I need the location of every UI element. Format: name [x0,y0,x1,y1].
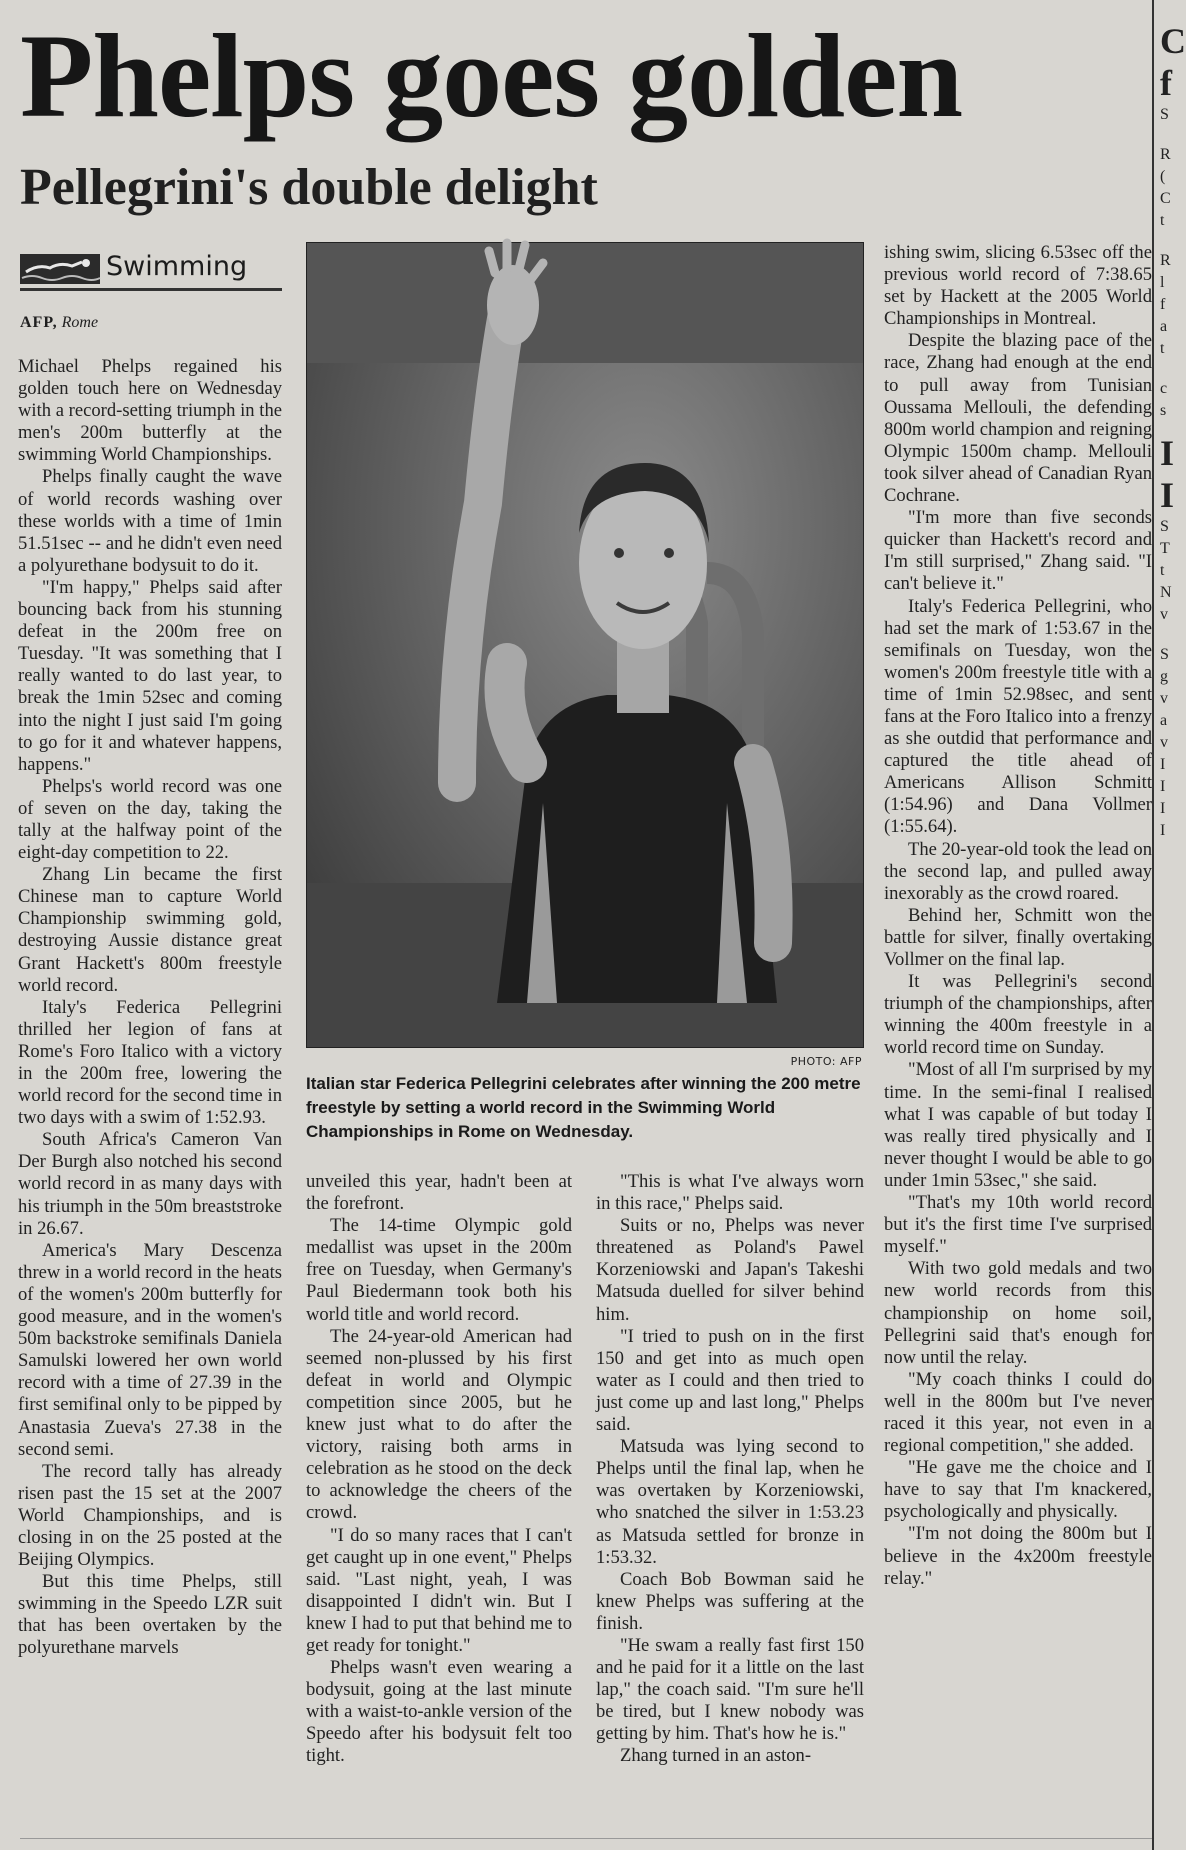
paragraph: "That's my 10th world record but it's the first time I've surprised myself." [884,1192,1152,1258]
column-divider-rule [1152,0,1154,1850]
section-label: Swimming [106,251,248,282]
edge-letter: v [1160,606,1168,623]
edge-letter: v [1160,690,1168,707]
paragraph: Despite the blazing pace of the race, Zhang had enough at the end to pull away from Tunisian Oussama Mellouli, the defending 800m world champion and reigning Olympic 1500m champ. Mellouli took silver ahead of Canadian Ryan Cochrane. [884,330,1152,507]
edge-letter: ( [1160,168,1166,185]
byline-agency: AFP, [20,314,58,331]
edge-letter: v [1160,734,1168,751]
edge-letter: f [1160,63,1172,103]
edge-letter: t [1160,562,1165,579]
paragraph: The 14-time Olympic gold medallist was upset in the 200m free on Tuesday, when Germany's Paul Biedermann took both his world title and world record. [306,1215,572,1325]
paragraph: unveiled this year, hadn't been at the forefront. [306,1171,572,1215]
paragraph: It was Pellegrini's second triumph of the championships, after winning the 400m freestyle in a world record time on Sunday. [884,971,1152,1059]
edge-letter: I [1160,756,1166,773]
paragraph: Phelps finally caught the wave of world records washing over these worlds with a time of 1min 51.51sec -- and he didn't even need a polyurethane bodysuit to do it. [18,466,282,576]
news-photo [306,242,864,1048]
edge-letter: f [1160,296,1166,313]
adjacent-article-edge [1160,20,1186,842]
edge-letter: C [1160,21,1186,61]
paragraph: "He gave me the choice and I have to say that I'm knackered, psychologically and physically. [884,1457,1152,1523]
edge-letter: t [1160,212,1165,229]
article-column-1 [18,356,282,1660]
edge-letter: S [1160,646,1169,663]
edge-letter: s [1160,402,1167,419]
edge-letter: l [1160,274,1165,291]
paragraph: Matsuda was lying second to Phelps until the final lap, when he was overtaken by Korzeniowski, who snatched the silver in 1:53.23 as Matsuda settled for bronze in 1:53.32. [596,1436,864,1568]
edge-letter: I [1160,778,1166,795]
swimmer-icon [20,254,100,284]
paragraph: Zhang turned in an aston- [620,1745,812,1767]
headline: Phelps goes golden [20,9,963,142]
edge-letter: N [1160,584,1172,601]
edge-letter: R [1160,146,1171,163]
paragraph: "I'm not doing the 800m but I believe in the 4x200m freestyle relay." [884,1523,1152,1589]
paragraph: The record tally has already risen past the 15 set at the 2007 World Championships, and is closing in on the 25 posted at the Beijing Olympics. [18,1460,282,1571]
byline-place: Rome [61,314,99,331]
paragraph: ishing swim, slicing 6.53sec off the previous world record of 7:38.65 set by Hackett at the 2005 World Championships in Montreal. [884,242,1152,330]
edge-letter: t [1160,340,1165,357]
bottom-rule [20,1838,1152,1839]
photo-image [307,243,863,1047]
paragraph: The 20-year-old took the lead on the second lap, and pulled away inexorably as the crowd roared. [884,838,1152,904]
article-column-3 [596,1171,864,1768]
edge-letter: R [1160,252,1171,269]
edge-letter: g [1160,668,1168,685]
paragraph: Michael Phelps regained his golden touch here on Wednesday with a record-setting triumph in the men's 200m butterfly at the swimming World Championships. [18,356,282,466]
paragraph: "This is what I've always worn in this race," Phelps said. [596,1171,864,1215]
paragraph: America's Mary Descenza threw in a world record in the heats of the women's 200m butterfly for good measure, and in the women's 50m backstroke semifinals Daniela Samulski lowered her own world record with a time of 27.39 in the first semifinal only to be pipped by Anastasia Zueva's 27.38 in the second semi. [18,1239,282,1460]
paragraph: "I tried to push on in the first 150 and get into as much open water as I could and then tried to just come up and last long," Phelps said. [596,1325,864,1436]
paragraph: Italy's Federica Pellegrini thrilled her legion of fans at Rome's Foro Italico with a victory in the 200m free, lowering the world record for the second time in two days with a swim of 1:52.93. [18,996,282,1129]
edge-letter: I [1160,433,1175,473]
edge-letter: I [1160,822,1166,839]
edge-letter: S [1160,106,1169,123]
edge-letter: I [1160,475,1175,515]
paragraph: The 24-year-old American had seemed non-plussed by his first defeat in world and Olympic competition since 2005, but he knew just what to do after the victory, raising both arms in celebration as he stood on the deck to acknowledge the cheers of the crowd. [306,1325,572,1524]
paragraph: South Africa's Cameron Van Der Burgh also notched his second world record in as many days with his triumph in the 50m breaststroke in 26.67. [18,1129,282,1239]
edge-letter: C [1160,190,1171,207]
edge-letter: a [1160,712,1168,729]
paragraph: "He swam a really fast first 150 and he paid for it a little on the last lap," the coach said. "I'm sure he'll be tired, but I knew nobody was getting by him. That's how he is." [596,1634,864,1745]
paragraph: With two gold medals and two new world records from this championship on home soil, Pellegrini said that's enough for now until the relay. [884,1258,1152,1368]
paragraph: Phelps's world record was one of seven on the day, taking the tally at the halfway point of the eight-day competition to 22. [18,775,282,864]
paragraph: "I'm happy," Phelps said after bouncing back from his stunning defeat in the 200m free on Tuesday. "It was something that I really wanted to do last year, to break the 1min 52sec and coming into the night I just said I'm going to go for it and whatever happens, happens." [18,576,282,775]
section-tag [20,248,282,291]
paragraph: Behind her, Schmitt won the battle for silver, finally overtaking Vollmer on the final lap. [884,904,1152,970]
paragraph: Suits or no, Phelps was never threatened as Poland's Pawel Korzeniowski and Japan's Takeshi Matsuda duelled for silver behind him. [596,1215,864,1325]
photo-caption: Italian star Federica Pellegrini celebrates after winning the 200 metre freestyle by setting a world record in the Swimming World Championships in Rome on Wednesday. [306,1074,861,1141]
paragraph: But this time Phelps, still swimming in the Speedo LZR suit that has been overtaken by the polyurethane marvels [18,1571,282,1659]
paragraph: Phelps wasn't even wearing a bodysuit, going at the last minute with a waist-to-ankle version of the Speedo after his bodysuit felt too tight. [306,1657,572,1767]
edge-letter: I [1160,800,1166,817]
article-column-2 [306,1171,572,1768]
paragraph: "My coach thinks I could do well in the 800m but I've never raced it this year, not even in a regional competition," she added. [884,1368,1152,1457]
byline [20,312,98,334]
edge-letter: S [1160,518,1169,535]
paragraph: Coach Bob Bowman said he knew Phelps was suffering at the finish. [596,1568,864,1634]
edge-letter: T [1160,540,1170,557]
edge-letter: a [1160,318,1168,335]
paragraph: Zhang Lin became the first Chinese man to capture World Championship swimming gold, destroying Aussie distance great Grant Hackett's 800m freestyle world record. [18,864,282,996]
subhead: Pellegrini's double delight [20,159,598,216]
paragraph: "Most of all I'm surprised by my time. In the semi-final I realised what I was capable of but today I was really tired physically and I never thought I would be able to go under 1min 53sec," she said. [884,1059,1152,1191]
paragraph: "I'm more than five seconds quicker than Hackett's record and I'm still surprised," Zhang said. "I can't believe it." [884,507,1152,595]
article-column-4 [884,242,1152,1590]
edge-letter: c [1160,380,1168,397]
photo-credit: PHOTO: AFP [790,1055,862,1068]
paragraph: "I do so many races that I can't get caught up in one event," Phelps said. "Last night, yeah, I was disappointed I didn't win. But I knew I had to put that behind me to get ready for tonight." [306,1524,572,1656]
paragraph: Italy's Federica Pellegrini, who had set the mark of 1:53.67 in the semifinals on Tuesday, won the women's 200m freestyle title with a time of 1min 52.98sec, and sent fans at the Foro Italico into a frenzy as she outdid that performance and captured the title ahead of Americans Allison Schmitt (1:54.96) and Dana Vollmer (1:55.64). [884,595,1152,838]
